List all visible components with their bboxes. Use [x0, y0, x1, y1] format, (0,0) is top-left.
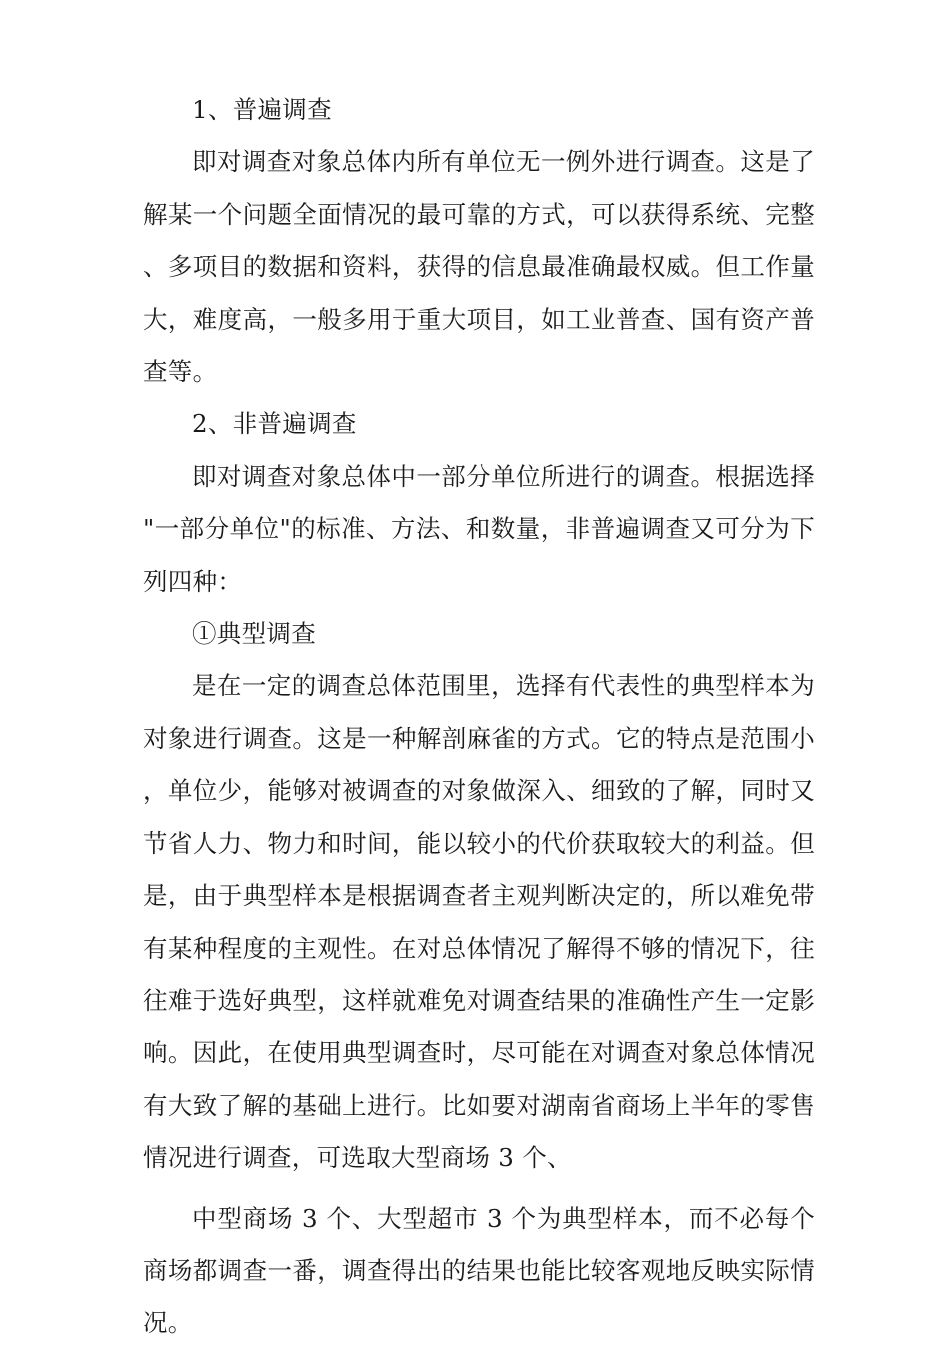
section-heading-typical-survey: ①典型调查 [192, 619, 316, 649]
paragraph-general-survey: 即对调查对象总体内所有单位无一例外进行调查。这是了解某一个问题全面情况的最可靠的方式，可以获得系统、完整、多项目的数据和资料，获得的信息最准确最权威。但工作量大，难度高，一般多用于重大项目，如工业普查、国有资产普查等。 [143, 147, 815, 387]
paragraph-non-general-survey: 即对调查对象总体中一部分单位所进行的调查。根据选择 "一部分单位"的标准、方法、和数量，非普遍调查又可分为下列四种： [143, 461, 815, 596]
paragraph-typical-survey-continued: 中型商场 3 个、大型超市 3 个为典型样本，而不必每个商场都调查一番，调查得出的结果也能比较客观地反映实际情况。 [143, 1203, 815, 1338]
document-body [143, 84, 815, 1350]
section-heading-general-survey: 1、普遍调查 [192, 95, 332, 124]
paragraph-gap [143, 1185, 815, 1193]
paragraph-typical-survey: 是在一定的调查总体范围里，选择有代表性的典型样本为对象进行调查。这是一种解剖麻雀的方式。它的特点是范围小，单位少，能够对被调查的对象做深入、细致的了解，同时又节省人力、物力和时间，能以较小的代价获取较大的利益。但是，由于典型样本是根据调查者主观判断决定的，所以难免带有某种程度的主观性。在对总体情况了解得不够的情况下，往往难于选好典型，这样就难免对调查结果的准确性产生一定影响。因此，在使用典型调查时，尽可能在对调查对象总体情况有大致了解的基础上进行。比如要对湖南省商场上半年的零售情况进行调查，可选取大型商场 3 个、 [143, 671, 815, 1173]
section-heading-non-general-survey: 2、非普遍调查 [192, 409, 357, 439]
